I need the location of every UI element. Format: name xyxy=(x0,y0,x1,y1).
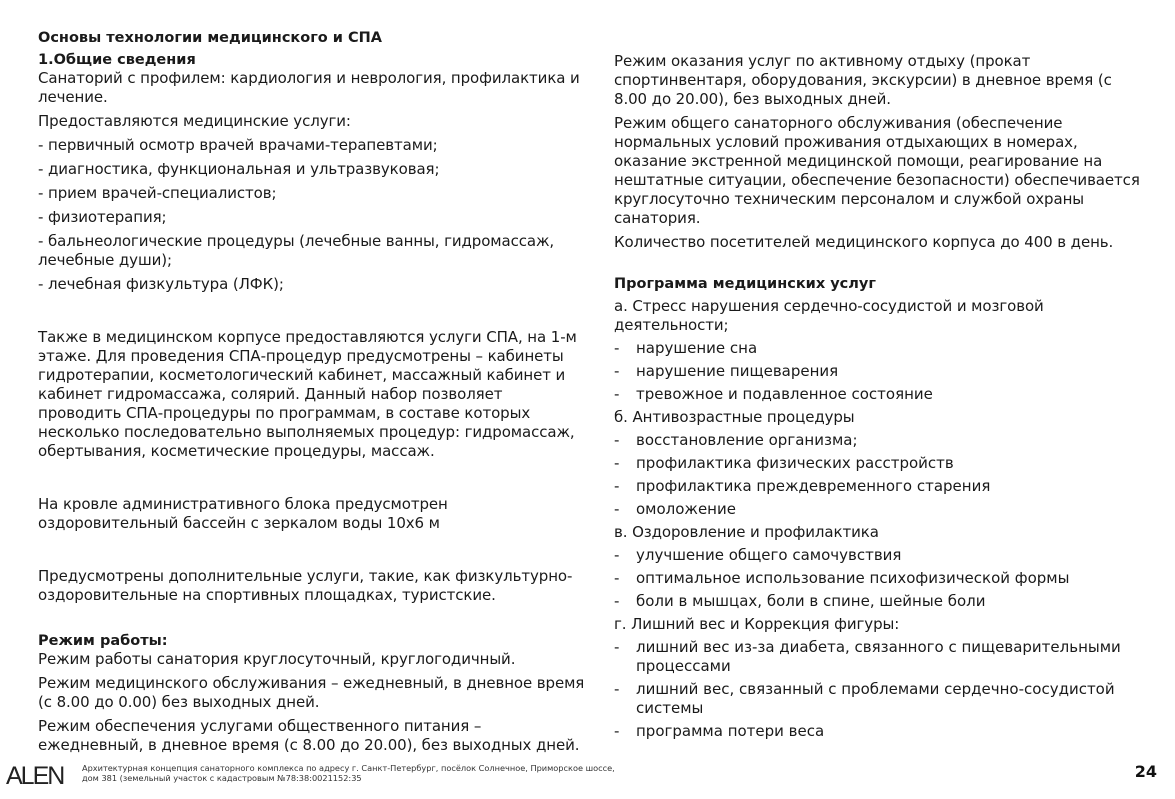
page-footer xyxy=(0,758,1175,799)
work-mode-heading: Режим работы: xyxy=(38,633,168,649)
list-item: - нарушение пищеварения xyxy=(614,362,839,380)
page-title: Основы технологии медицинского и СПА xyxy=(38,30,383,46)
list-item: - оптимальное использование психофизической формы xyxy=(614,569,1070,587)
footer-caption xyxy=(82,763,722,783)
program-group-title: г. Лишний вес и Коррекция фигуры: xyxy=(614,615,900,633)
program-group-title: в. Оздоровление и профилактика xyxy=(614,523,879,541)
program-group-title: б. Антивозрастные процедуры xyxy=(614,408,855,426)
right-column xyxy=(614,52,1144,741)
program-group-list xyxy=(614,546,1144,611)
service-item: - физиотерапия; xyxy=(38,208,167,226)
page-number: 24 xyxy=(1134,762,1157,781)
list-item: - лишний вес из-за диабета, связанного с пищеварительными процессами xyxy=(614,638,1121,675)
service-item: - диагностика, функциональная и ультразвуковая; xyxy=(38,160,440,178)
spa-paragraph: Также в медицинском корпусе предоставляются услуги СПА, на 1-м этаже. Для проведения СПА-процедур предусмотрены – кабинеты гидротерапии, косметологический кабинет, массажный кабинет и кабинет гидромассажа, солярий. Данный набор позволяет проводить СПА-процедуры по программам, в составе которых несколько последовательно выполняемых процедур: гидромассаж, обертывания, косметические процедуры, массаж. xyxy=(38,328,577,460)
list-item: - боли в мышцах, боли в спине, шейные боли xyxy=(614,592,986,610)
work-mode-item: Режим работы санатория круглосуточный, круглогодичный. xyxy=(38,650,516,668)
company-logo: ALEN xyxy=(6,762,64,790)
service-item: - бальнеологические процедуры (лечебные ванны, гидромассаж, лечебные души); xyxy=(38,232,555,269)
profile-text: Санаторий с профилем: кардиология и неврология, профилактика и лечение. xyxy=(38,69,580,106)
section-general-heading: 1.Общие сведения xyxy=(38,52,196,68)
list-item: - программа потери веса xyxy=(614,722,825,740)
footer-line: Архитектурная концепция санаторного комплекса по адресу г. Санкт-Петербург, посёлок Солнечное, Приморское шоссе, xyxy=(82,763,615,773)
list-item: - нарушение сна xyxy=(614,339,758,357)
list-item: - улучшение общего самочувствия xyxy=(614,546,902,564)
extra-services-paragraph: Предусмотрены дополнительные услуги, такие, как физкультурно-оздоровительные на спортивных площадках, туристские. xyxy=(38,567,573,604)
list-item: - тревожное и подавленное состояние xyxy=(614,385,933,403)
list-item: - восстановление организма; xyxy=(614,431,858,449)
program-group-title: а. Стресс нарушения сердечно-сосудистой и мозговой деятельности; xyxy=(614,297,1044,334)
program-group-list xyxy=(614,431,1144,519)
left-column xyxy=(38,30,590,755)
program-heading: Программа медицинских услуг xyxy=(614,276,876,292)
service-item: - первичный осмотр врачей врачами-терапевтами; xyxy=(38,136,438,154)
pool-paragraph: На кровле административного блока предусмотрен оздоровительный бассейн с зеркалом воды 10х6 м xyxy=(38,495,448,532)
work-mode-item: Режим обеспечения услугами общественного питания – ежедневный, в дневное время (с 8.00 до 20.00), без выходных дней. xyxy=(38,717,580,754)
work-mode-item: Режим оказания услуг по активному отдыху (прокат спортинвентаря, оборудования, экскурсии) в дневное время (с 8.00 до 20.00), без выходных дней. xyxy=(614,52,1112,108)
service-item: - прием врачей-специалистов; xyxy=(38,184,277,202)
list-item: - омоложение xyxy=(614,500,736,518)
list-item: - профилактика физических расстройств xyxy=(614,454,954,472)
work-mode-item: Режим медицинского обслуживания – ежедневный, в дневное время (с 8.00 до 0.00) без выходных дней. xyxy=(38,674,585,711)
visitors-count: Количество посетителей медицинского корпуса до 400 в день. xyxy=(614,233,1114,251)
service-item: - лечебная физкультура (ЛФК); xyxy=(38,275,284,293)
services-intro: Предоставляются медицинские услуги: xyxy=(38,112,351,130)
program-group-list xyxy=(614,339,1144,404)
program-group-list xyxy=(614,638,1144,741)
footer-line: дом 381 (земельный участок с кадастровым №78:38:0021152:35 xyxy=(82,773,362,783)
list-item: - профилактика преждевременного старения xyxy=(614,477,991,495)
work-mode-item: Режим общего санаторного обслуживания (обеспечение нормальных условий проживания отдыхающих в номерах, оказание экстренной медицинской помощи, реагирование на нештатные ситуации, обеспечение безопасности) обеспечивается круглосуточно техническим персоналом и службой охраны санатория. xyxy=(614,114,1140,227)
list-item: - лишний вес, связанный с проблемами сердечно-сосудистой системы xyxy=(614,680,1115,717)
